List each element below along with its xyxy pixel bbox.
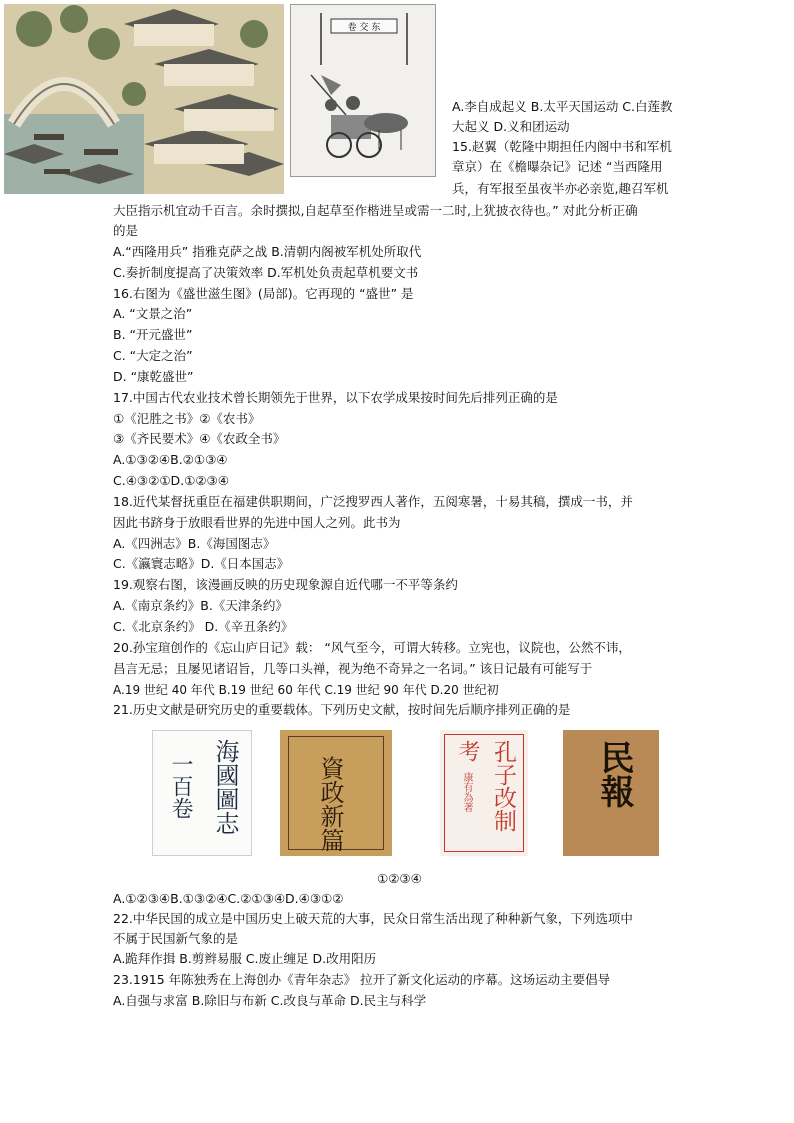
q22-line-1: 22.中华民国的成立是中国历史上破天荒的大事，民众日常生活出现了种种新气象，下列选项中 xyxy=(113,911,633,926)
book1-subtitle: 一百卷 xyxy=(168,753,193,819)
q21-caption: ①②③④ xyxy=(377,871,422,886)
q20-options: A.19 世纪 40 年代 B.19 世纪 60 年代 C.19 世纪 90 年代 D.20 世纪初 xyxy=(113,683,499,697)
q18-line-2: 因此书跻身于放眼看世界的先进中国人之列。此书为 xyxy=(113,515,401,530)
q17-options-cd: C.④③②①D.①②③④ xyxy=(113,473,229,488)
q17-items-12: ①《氾胜之书》②《农书》 xyxy=(113,411,261,426)
book2-title: 資政新篇 xyxy=(316,756,344,852)
painting-image xyxy=(4,4,284,194)
q16-option-d: D. “康乾盛世” xyxy=(113,369,194,384)
q14-options-line-1: A.李自成起义 B.太平天国运动 C.白莲教 xyxy=(452,99,673,114)
qing-city-painting-icon xyxy=(4,4,284,194)
q14-options-line-2: 大起义 D.义和团运动 xyxy=(452,119,570,134)
q18-options-ab: A.《四洲志》B.《海国图志》 xyxy=(113,536,276,551)
carriage-cartoon-icon xyxy=(291,5,436,177)
q15-options-cd: C.奏折制度提高了决策效率 D.军机处负责起草机要文书 xyxy=(113,265,419,280)
q19-options-cd: C.《北京条约》 D.《辛丑条约》 xyxy=(113,619,294,634)
book3-title: 孔子改制 xyxy=(490,740,516,832)
book1-title: 海國圖志 xyxy=(211,739,239,835)
q23-options: A.自强与求富 B.除旧与布新 C.改良与革命 D.民主与科学 xyxy=(113,993,427,1008)
book4-title: 民報 xyxy=(594,740,634,808)
q22-options: A.跪拜作揖 B.剪辫易服 C.废止缠足 D.改用阳历 xyxy=(113,951,377,966)
q16-stem: 16.右图为《盛世滋生图》(局部)。它再现的 “盛世” 是 xyxy=(113,286,414,301)
q23-stem: 23.1915 年陈独秀在上海创办《青年杂志》 拉开了新文化运动的序幕。这场运动主要倡导 xyxy=(113,972,611,987)
q20-line-1: 20.孙宝瑄创作的《忘山庐日记》载： “风气至今，可谓大转移。立宪也，议院也，公然不讳， xyxy=(113,640,631,655)
q16-option-b: B. “开元盛世” xyxy=(113,327,193,342)
q21-options: A.①②③④B.①③②④C.②①③④D.④③①② xyxy=(113,891,344,906)
q17-items-34: ③《齐民要术》④《农政全书》 xyxy=(113,431,286,446)
q15-line-5: 的是 xyxy=(113,223,139,238)
q22-line-2: 不属于民国新气象的是 xyxy=(113,931,239,946)
q21-stem: 21.历史文献是研究历史的重要载体。下列历史文献，按时间先后顺序排列正确的是 xyxy=(113,702,571,717)
book-image-minbao xyxy=(563,730,659,856)
q20-line-2: 昌言无忌；且屡见诸诏旨，几等口头禅，视为绝不奇异之一名词。” 该日记最有可能写于 xyxy=(113,661,593,676)
q17-options-ab: A.①③②④B.②①③④ xyxy=(113,452,228,467)
q17-stem: 17.中国古代农业技术曾长期领先于世界，以下农学成果按时间先后排列正确的是 xyxy=(113,390,558,405)
book3-side: 考 xyxy=(455,740,480,762)
book-image-zizhengxinpian xyxy=(280,730,392,856)
q15-line-3: 兵，有军报至虽夜半亦必亲览,趣召军机 xyxy=(452,181,669,196)
q15-line-4: 大臣指示机宜动千百言。余时撰拟,自起草至作楷进呈或需一二时,上犹披衣待也。” 对此分析正确 xyxy=(113,203,638,218)
q18-line-1: 18.近代某督抚重臣在福建供职期间，广泛搜罗西人著作，五阅寒暑，十易其稿，撰成一书，并 xyxy=(113,494,633,509)
cartoon-sign-text: 卷 交 东 xyxy=(347,23,381,33)
q15-line-1: 15.赵翼（乾隆中期担任内阁中书和军机 xyxy=(452,139,672,154)
q16-option-a: A. “文景之治” xyxy=(113,306,193,321)
q16-option-c: C. “大定之治” xyxy=(113,348,193,363)
q18-options-cd: C.《瀛寰志略》D.《日本国志》 xyxy=(113,556,290,571)
book-image-haiguotuzhi xyxy=(152,730,252,856)
q15-line-2: 章京）在《檐曝杂记》记述 “当西隆用 xyxy=(452,159,663,174)
q15-options-ab: A.“西隆用兵” 指雅克萨之战 B.清朝内阁被军机处所取代 xyxy=(113,244,422,259)
book-image-kongzigaizhikao xyxy=(440,730,528,856)
q19-options-ab: A.《南京条约》B.《天津条约》 xyxy=(113,598,288,613)
book3-author: 康有為著 xyxy=(461,772,472,812)
cartoon-image xyxy=(290,4,436,177)
q19-stem: 19.观察右图，该漫画反映的历史现象源自近代哪一不平等条约 xyxy=(113,577,458,592)
